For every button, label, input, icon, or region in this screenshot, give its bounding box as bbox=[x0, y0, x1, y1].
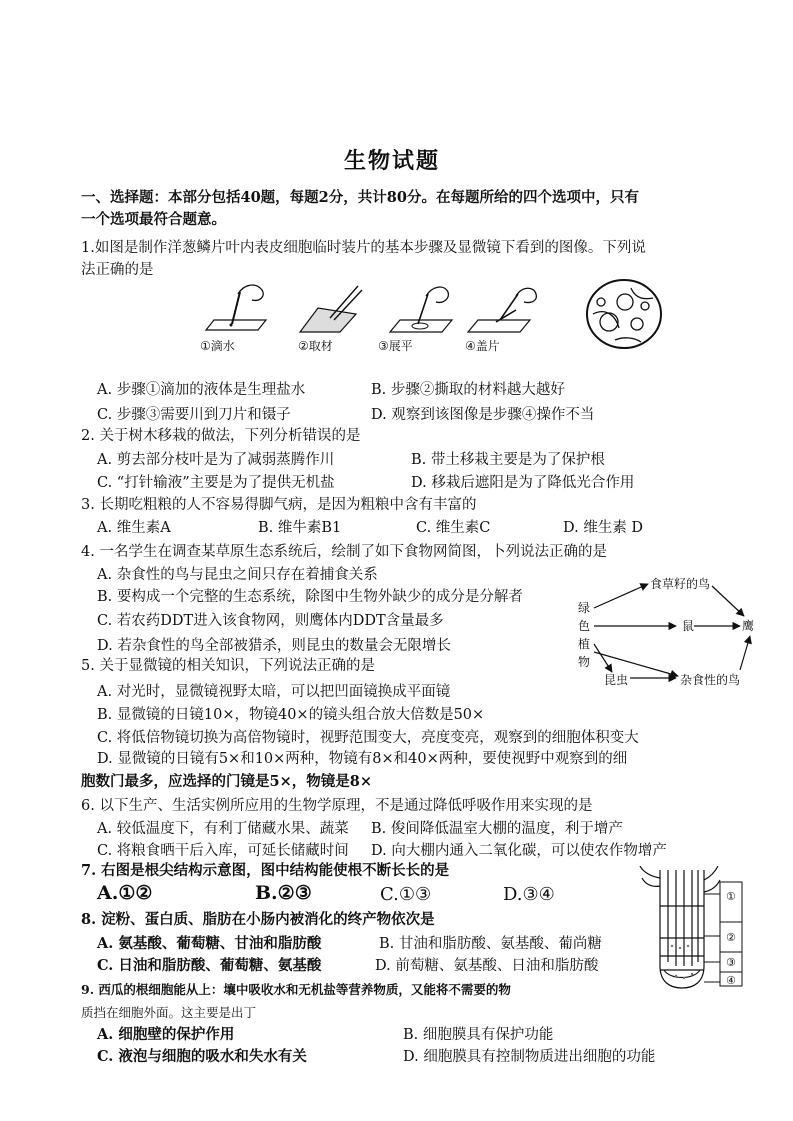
q9-option-c: C. 液泡与细胞的吸水和失水有关 bbox=[97, 1048, 307, 1065]
node-mouse: 鼠 bbox=[682, 619, 695, 633]
q4-option-d: D. 若杂食性的鸟全部被猎杀，则昆虫的数量会无限增长 bbox=[97, 638, 451, 654]
q5-option-c: C. 将低倍物镜切换为高倍物镜时，视野范围变大，亮度变亮，观察到的细胞体积变大 bbox=[97, 730, 639, 746]
q4-stem: 4. 一名学生在调查某草原生态系统后，绘制了如下食物网简图，卜列说法正确的是 bbox=[81, 544, 607, 560]
q3-stem: 3. 长期吃粗粮的人不容易得脚气病，是因为粗粮中含有丰富的 bbox=[81, 497, 477, 513]
q6-option-c: C. 将粮食晒干后入库，可延长储藏时间 bbox=[97, 843, 349, 859]
step2-take-material-illustration bbox=[300, 286, 362, 332]
q5-option-d-line1: D. 显微镜的日镜有5×和10×两种，物镜有8×和40×两种，要使视野中观察到的细 bbox=[97, 751, 628, 767]
root-tip-diagram bbox=[630, 866, 745, 991]
step4-cover-slip-illustration bbox=[468, 288, 536, 332]
q4-option-b: B. 要构成一个完整的生态系统，除图中生物外缺少的成分是分解者 bbox=[97, 589, 523, 605]
microscope-view-figure bbox=[585, 278, 663, 350]
root-zone-label-1: ① bbox=[726, 890, 736, 903]
q3-option-c: C. 维生素C bbox=[416, 520, 491, 536]
step-label-3: ③展平 bbox=[378, 339, 413, 353]
q5-stem: 5. 关于显微镜的相关知识，下列说法正确的是 bbox=[81, 658, 375, 674]
root-zone-label-2: ② bbox=[726, 931, 736, 944]
node-hawk: 鹰 bbox=[742, 619, 755, 633]
q8-option-d: D. 前萄糖、氨基酸、日油和脂肪酸 bbox=[375, 958, 599, 974]
node-insect: 昆虫 bbox=[604, 673, 629, 687]
step3-spread-illustration bbox=[390, 287, 452, 332]
q3-option-a: A. 维生素A bbox=[97, 520, 171, 536]
root-zone-label-4: ④ bbox=[726, 974, 736, 987]
step-label-1: ①滴水 bbox=[200, 339, 235, 353]
q1-option-d: D. 观察到该图像是步骤④操作不当 bbox=[371, 407, 595, 423]
step-label-4: ④盖片 bbox=[465, 339, 500, 353]
q7-option-b: B.②③ bbox=[255, 882, 312, 904]
q6-option-d: D. 向大棚内通入二氧化碳，可以使农作物增产 bbox=[371, 843, 667, 859]
q1-stem-line2: 法正确的是 bbox=[81, 262, 154, 278]
q7-option-a: A.①② bbox=[97, 882, 153, 904]
q9-option-b: B. 细胞膜具有保护功能 bbox=[403, 1027, 554, 1043]
section-intro-line1: 一、选择题：本部分包括40题，每题2分，共计80分。在每题所给的四个选项中，只有 bbox=[81, 189, 639, 206]
page-title: 生物试题 bbox=[344, 148, 441, 174]
step-label-2: ②取材 bbox=[298, 339, 333, 353]
slide-preparation-steps-figure bbox=[200, 280, 540, 355]
q9-option-d: D. 细胞膜具有控制物质进出细胞的功能 bbox=[403, 1049, 656, 1065]
node-omnivorous-bird: 杂食性的鸟 bbox=[680, 673, 741, 687]
q4-option-a: A. 杂食性的鸟与昆虫之间只存在着捕食关系 bbox=[97, 567, 378, 583]
q7-option-d: D.③④ bbox=[503, 884, 555, 905]
q1-option-a: A. 步骤①滴加的液体是生理盐水 bbox=[97, 382, 306, 398]
node-plant-char3: 植 bbox=[578, 637, 591, 651]
q6-stem: 6. 以下生产、生活实例所应用的生物学原理，不是通过降低呼吸作用来实现的是 bbox=[81, 798, 593, 814]
q8-option-a: A. 氨基酸、葡萄糖、甘油和脂肪酸 bbox=[97, 935, 322, 952]
node-plant-char1: 绿 bbox=[578, 601, 591, 615]
node-plant-char2: 色 bbox=[578, 619, 591, 633]
section-intro-line2: 一个选项最符合题意。 bbox=[81, 211, 226, 228]
q2-option-d: D. 移栽后遮阳是为了降低光合作用 bbox=[411, 475, 635, 491]
q7-option-c: C.①③ bbox=[380, 884, 432, 905]
q2-option-c: C. “打针输液”主要是为了提供无机盐 bbox=[97, 475, 335, 491]
q8-stem: 8. 淀粉、蛋白质、脂肪在小肠内被消化的终产物依次是 bbox=[81, 911, 435, 928]
q7-stem: 7. 右图是根尖结构示意图，图中结构能使根不断长长的是 bbox=[81, 862, 450, 879]
q9-stem-line2: 质挡在细胞外面。这主要是出丁 bbox=[81, 1005, 257, 1020]
q9-stem-line1: 9. 西瓜的根细胞能从上：壤中吸收水和无机盐等营养物质，又能将不需要的物 bbox=[81, 982, 511, 997]
q1-stem-line1: 1.如图是制作洋葱鳞片叶内表皮细胞临时装片的基本步骤及显微镜下看到的图像。下列说 bbox=[81, 240, 646, 256]
q1-option-c: C. 步骤③需要川到刀片和镊子 bbox=[97, 407, 291, 423]
q3-option-b: B. 维牛素B1 bbox=[258, 520, 342, 536]
q1-option-b: B. 步骤②撕取的材料越大越好 bbox=[371, 382, 565, 398]
root-zone-label-3: ③ bbox=[726, 956, 736, 969]
step1-drop-water-illustration bbox=[206, 285, 266, 330]
node-seed-eating-bird: 食草籽的鸟 bbox=[650, 577, 711, 591]
q6-option-a: A. 较低温度下，有利丁储藏水果、蔬菜 bbox=[97, 821, 349, 837]
q5-option-b: B. 显微镜的日镜10×，物镜40×的镜头组合放大倍数是50× bbox=[97, 707, 485, 723]
q2-option-b: B. 带土移栽主要是为了保护根 bbox=[411, 452, 605, 468]
food-web-diagram bbox=[570, 572, 780, 690]
node-plant-char4: 物 bbox=[578, 655, 591, 669]
q3-option-d: D. 维生素 D bbox=[563, 520, 644, 536]
q2-stem: 2. 关于树木移栽的做法，下列分析错误的是 bbox=[81, 428, 361, 444]
q8-option-b: B. 甘油和脂肪酸、氨基酸、葡尚糖 bbox=[379, 936, 602, 952]
q6-option-b: B. 俊间降低温室大棚的温度，利于增产 bbox=[371, 821, 623, 837]
q2-option-a: A. 剪去部分枝叶是为了减弱蒸腾作川 bbox=[97, 452, 335, 468]
q9-option-a: A. 细胞壁的保护作用 bbox=[97, 1026, 235, 1043]
q5-option-d-line2: 胞数门最多，应选择的门镜是5×，物镜是8× bbox=[81, 773, 372, 790]
q5-option-a: A. 对光时，显微镜视野太暗，可以把凹面镜换成平面镜 bbox=[97, 684, 451, 700]
q4-option-c: C. 若农药DDT进入该食物网，则鹰体内DDT含量最多 bbox=[97, 613, 444, 629]
q8-option-c: C. 日油和脂肪酸、葡萄糖、氨基酸 bbox=[97, 957, 322, 974]
